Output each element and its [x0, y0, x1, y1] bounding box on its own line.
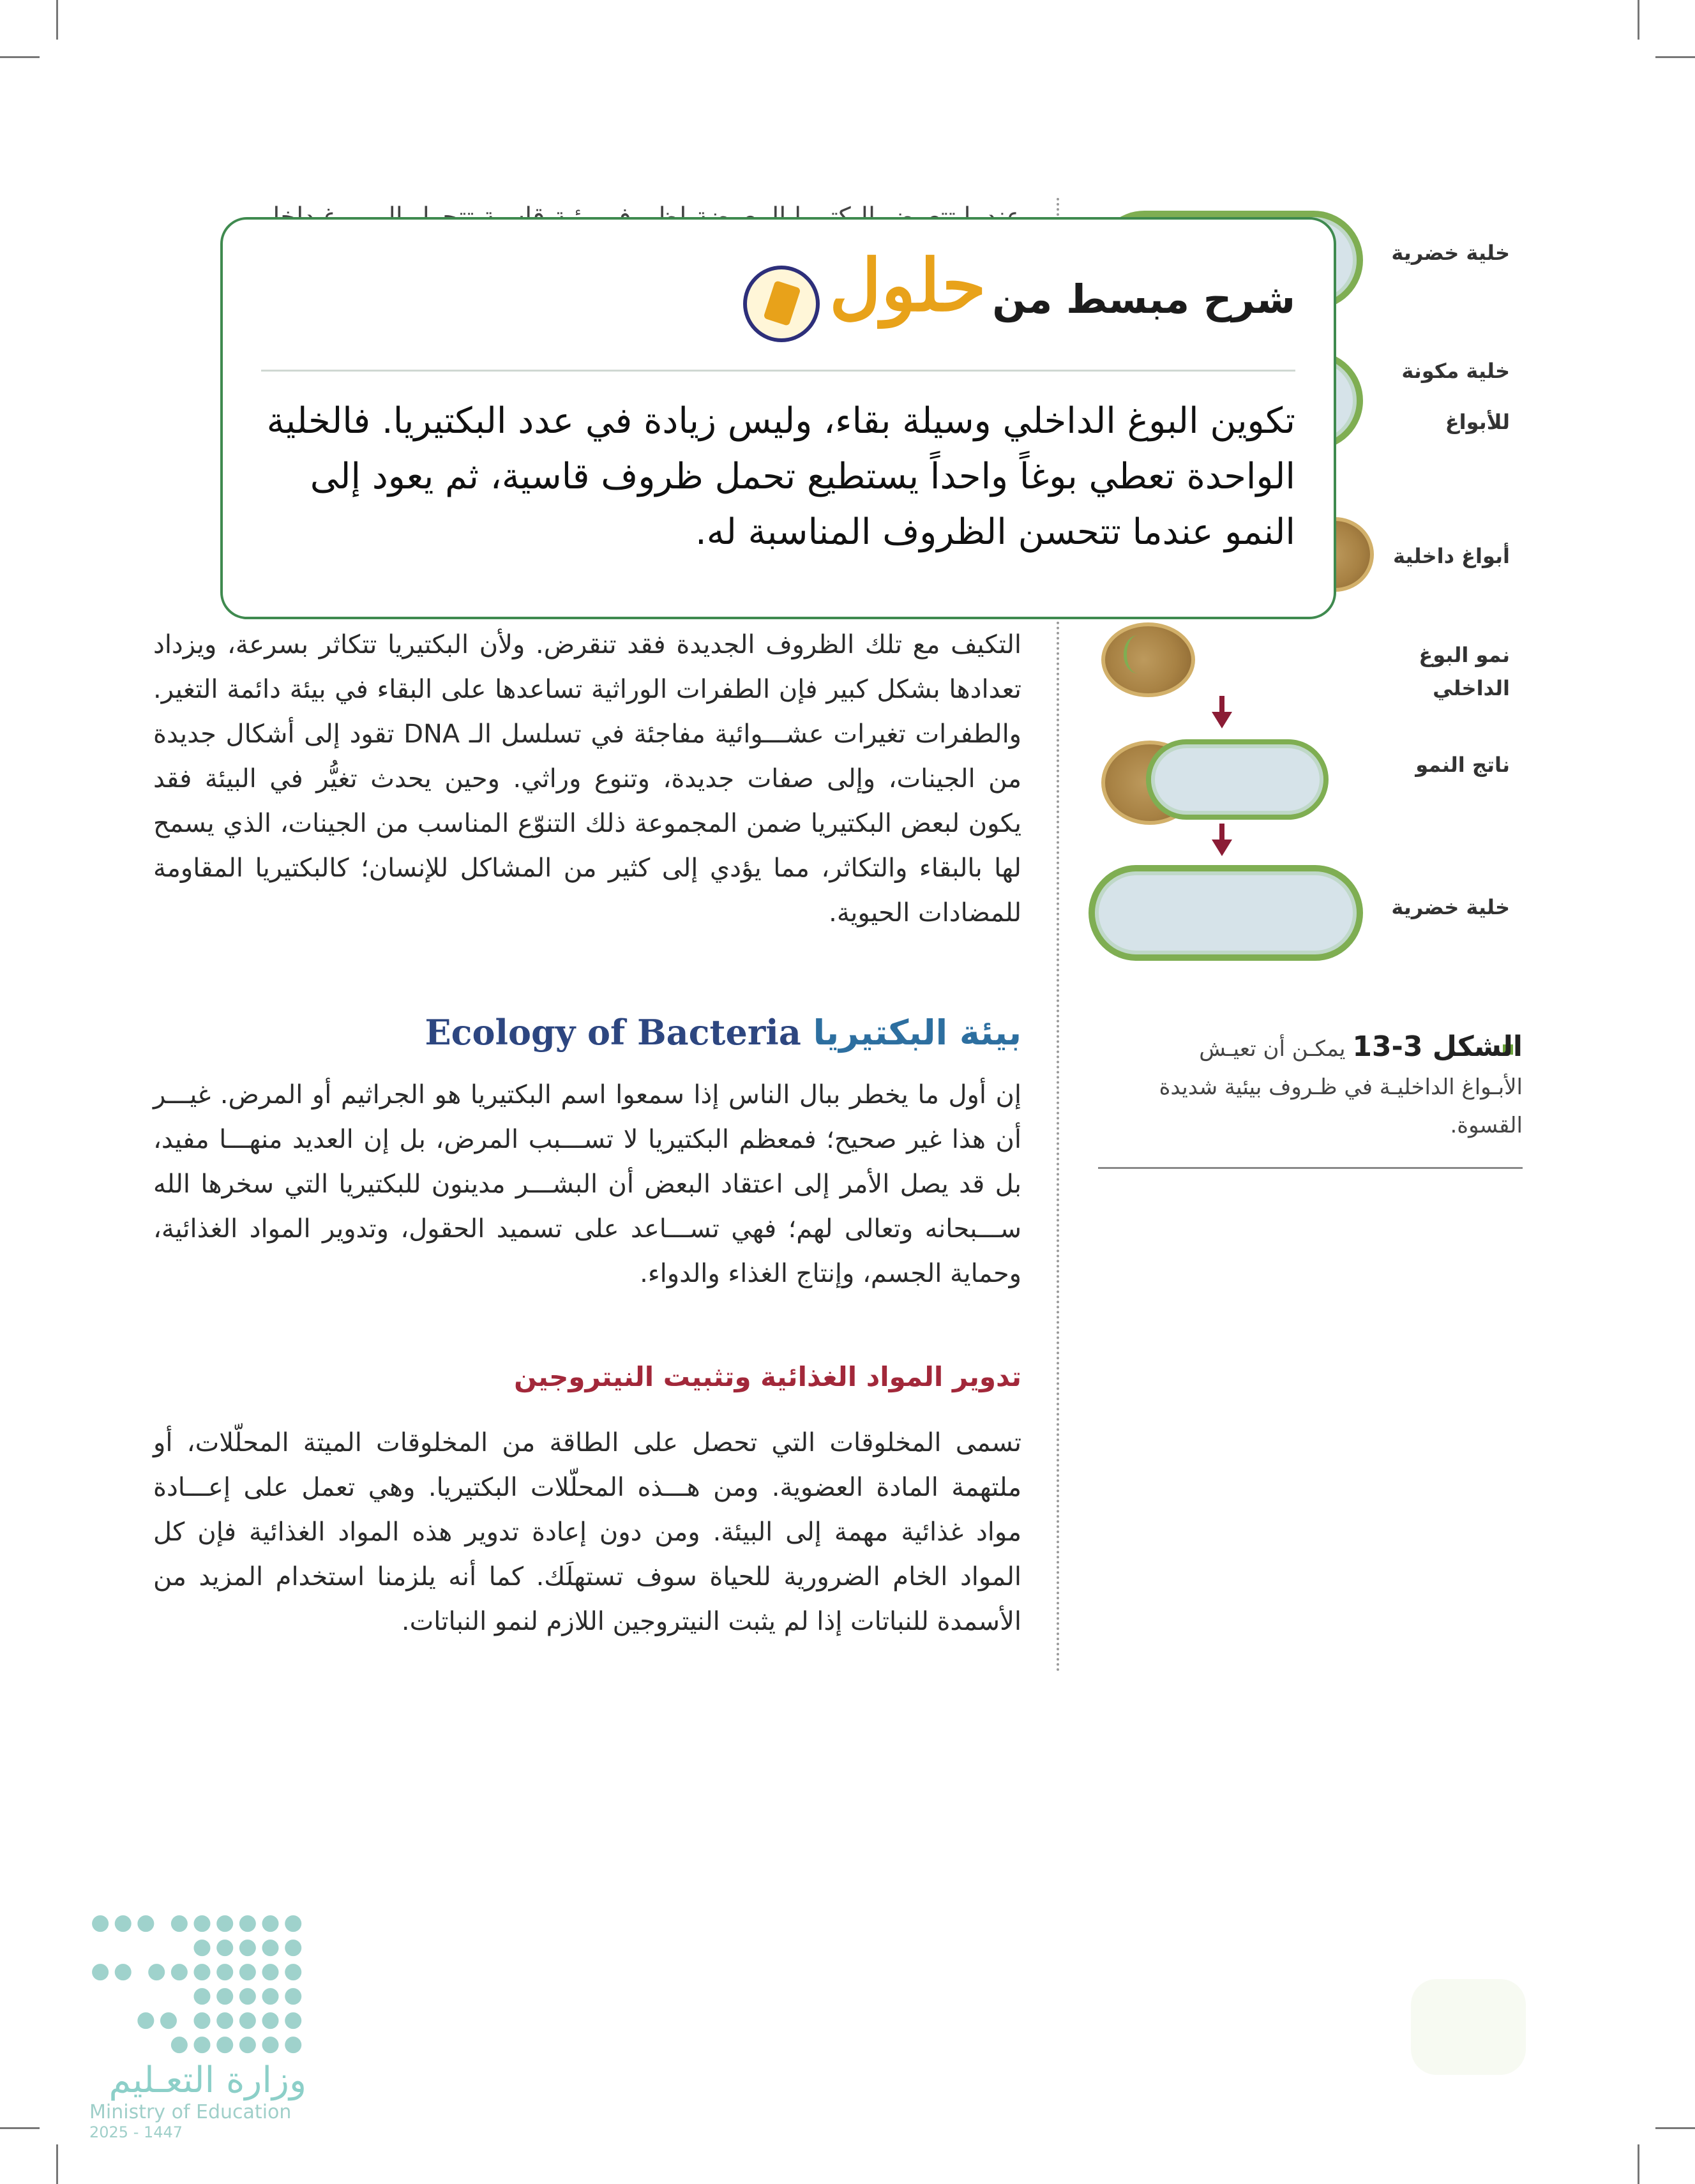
paragraph-ecology: إن أول ما يخطر ببال الناس إذا سمعوا اسم البكتيريا هو الجراثيم أو المرض. غيـــر أن هذا غير صحيح؛ فمعظم البكتيريا لا تســـبب المرض، بل إن العديد منهـــا مفيد، بل قد يصل الأمر إلى اعتقاد البعض أن البشـــر مدينون للبكتيريا التي سخرها الله ســـبحانه وتعالى لهم؛ فهي تســـاعد على تسميد الحقول، وتدوير المواد الغذائية، وحماية الجسم، وإنتاج الغذاء والدواء. — [153, 1080, 1021, 1288]
crop-mark — [0, 2127, 40, 2129]
ministry-logo — [89, 1910, 306, 2141]
figure-label-endospores: أبواغ داخلية — [1393, 544, 1510, 568]
figure-label-spore-germination: نمو البوغ الداخلي — [1419, 643, 1510, 700]
figure-caption — [1140, 1028, 1523, 1145]
section-title-en: Ecology of Bacteria — [425, 1012, 801, 1053]
paragraph-recycling: تسمى المخلوقات التي تحصل على الطاقة من المخلوقات الميتة المحلّلات، أو ملتهمة المادة العضوية. ومن هـــذه المحلّلات البكتيريا. وهي تعمل على إعـــادة مواد غذائية مهمة إلى البيئة. ومن دون إعادة تدوير هذه المواد الغذائية فإن كل المواد الخام الضرورية للحياة سوف تستهلَك. كما أنه يلزمنا استخدام المزيد من الأسمدة للنباتات إذا لم يثبت النيتروجين اللازم لنمو النباتات. — [153, 1428, 1021, 1636]
caption-rule — [1098, 1167, 1523, 1169]
crop-mark — [56, 2144, 58, 2184]
paragraph-adaptation: التكيف مع تلك الظروف الجديدة فقد تنقرض. ولأن البكتيريا تتكاثر بسرعة، ويزداد تعدادها بشكل كبير فإن الطفرات الوراثية تساعدها على البقاء في بيئة دائمة التغير. والطفرات تغيرات عشـــوائية مفاجئة في تسلسل الـ DNA تقود إلى أشكال جديدة من الجينات، وإلى صفات جديدة، وتنوع وراثي. وحين يحدث تغيُّر في البيئة فقد يكون لبعض البكتيريا ضمن المجموعة ذلك التنوّع المناسب من الجينات، الذي يسمح لها بالبقاء والتكاثر، مما يؤدي إلى كثير من المشاكل للإنسان؛ كالبكتيريا المقاومة للمضادات الحيوية. — [153, 630, 1022, 928]
section-title — [402, 1012, 1021, 1053]
subsection-title: تدوير المواد الغذائية وتثبيت النيتروجين — [514, 1361, 1021, 1392]
crop-mark — [1655, 2127, 1695, 2129]
vegetative-cell-bottom — [1089, 865, 1363, 961]
down-arrow-icon — [1212, 840, 1232, 856]
figure-label-growth-product: ناتج النمو — [1415, 753, 1510, 777]
hulul-logo-text: حلول — [829, 244, 986, 328]
down-arrow-icon — [1212, 712, 1232, 728]
growth-product-cell — [1146, 739, 1329, 820]
crop-mark — [0, 56, 40, 58]
figure-label-vegetative-top: خلية خضرية — [1391, 241, 1510, 265]
hulul-badge-icon — [743, 266, 820, 342]
arrow-stem — [1219, 824, 1224, 841]
card-title: شرح مبسط من — [992, 276, 1295, 322]
spore-inner-arc — [1124, 635, 1152, 674]
caption-text: يمكـن أن تعيـش الأبـواغ الداخليـة في ظـروف بيئية شديدة القسوة. — [1159, 1036, 1523, 1138]
section-title-ar: بيئة البكتيريا — [813, 1013, 1021, 1053]
crop-mark — [1655, 56, 1695, 58]
card-divider — [261, 370, 1295, 372]
crop-mark — [1638, 0, 1639, 40]
figure-label-spore-forming-1: خلية مكونة — [1401, 359, 1510, 383]
page-number-watermark — [1411, 1979, 1526, 2075]
figure-label-vegetative-bottom: خلية خضرية — [1391, 895, 1510, 919]
figure-label-spore-forming-2: للأبواغ — [1445, 410, 1510, 434]
caption-number: الشكل 3-13 — [1352, 1030, 1523, 1063]
arrow-stem — [1219, 696, 1224, 714]
ministry-name-en: Ministry of Education — [89, 2101, 292, 2123]
card-explanation: تكوين البوغ الداخلي وسيلة بقاء، وليس زيادة في عدد البكتيريا. فالخلية الواحدة تعطي بوغاً واحداً يستطيع تحمل ظروف قاسية، ثم يعود إلى النمو عندما تتحسن الظروف المناسبة له. — [266, 400, 1295, 553]
ministry-name-ar: وزارة التعـليم — [109, 2060, 306, 2101]
solution-card — [220, 217, 1336, 619]
crop-mark — [1638, 2144, 1639, 2184]
ministry-year: 2025 - 1447 — [89, 2123, 183, 2141]
ministry-dots-icon: ●●●●●● ●●● ●●●●● ●●●●●●● ●● ●●●●● ●●●●● ●● ●●●●●● — [91, 1909, 306, 2056]
crop-mark — [56, 0, 58, 40]
